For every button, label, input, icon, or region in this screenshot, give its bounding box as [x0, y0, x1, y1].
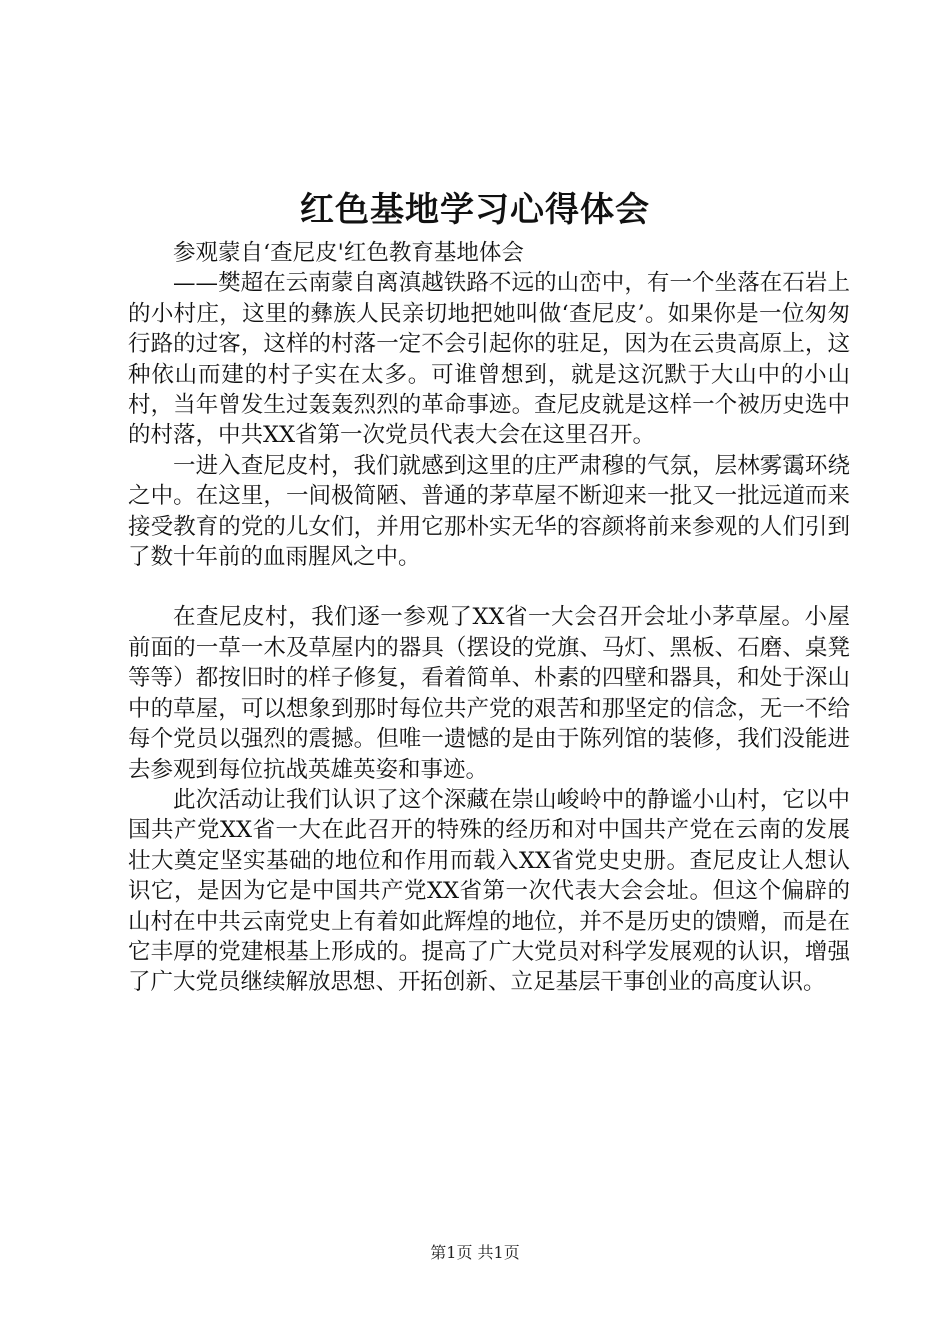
paragraph-intro: ——樊超在云南蒙自离滇越铁路不远的山峦中，有一个坐落在石岩上的小村庄，这里的彝族人民亲切地把她叫做‘查尼皮’。如果你是一位匆匆行路的过客，这样的村落一定不会引起你的驻足，因为在云贵高原上，这种依山而建的村子实在太多。可谁曾想到，就是这沉默于大山中的小山村，当年曾发生过轰轰烈烈的革命事迹。查尼皮就是这样一个被历史选中的村落，中共XX省第一次党员代表大会在这里召开。: [128, 270, 850, 449]
page-footer: 第1页 共1页: [430, 1243, 520, 1262]
document-body: [128, 238, 850, 998]
document-title: 红色基地学习心得体会: [300, 190, 650, 230]
paragraph-subtitle: 参观蒙自‘查尼皮'红色教育基地体会: [173, 240, 524, 266]
paragraph-entering-village: 一进入查尼皮村，我们就感到这里的庄严肃穆的气氛，层林雾霭环绕之中。在这里，一间极简陋、普通的茅草屋不断迎来一批又一批远道而来接受教育的党的儿女们，并用它那朴实无华的容颜将前来参观的人们引到了数十年前的血雨腥风之中。: [128, 452, 850, 571]
paragraph-visit: 在查尼皮村，我们逐一参观了XX省一大会召开会址小茅草屋。小屋前面的一草一木及草屋内的器具（摆设的党旗、马灯、黑板、石磨、桌凳等等）都按旧时的样子修复，看着简单、朴素的四壁和器具，和处于深山中的草屋，可以想象到那时每位共产党的艰苦和那坚定的信念，无一不给每个党员以强烈的震撼。但唯一遗憾的是由于陈列馆的装修，我们没能进去参观到每位抗战英雄英姿和事迹。: [128, 604, 850, 783]
paragraph-conclusion: 此次活动让我们认识了这个深藏在崇山峻岭中的静谧小山村，它以中国共产党XX省一大在此召开的特殊的经历和对中国共产党在云南的发展壮大奠定坚实基础的地位和作用而载入XX省党史史册。查尼皮让人想认识它，是因为它是中国共产党XX省第一次代表大会会址。但这个偏辟的山村在中共云南党史上有着如此辉煌的地位，并不是历史的馈赠，而是在它丰厚的党建根基上形成的。提高了广大党员对科学发展观的认识，增强了广大党员继续解放思想、开拓创新、立足基层干事创业的高度认识。: [128, 786, 850, 996]
